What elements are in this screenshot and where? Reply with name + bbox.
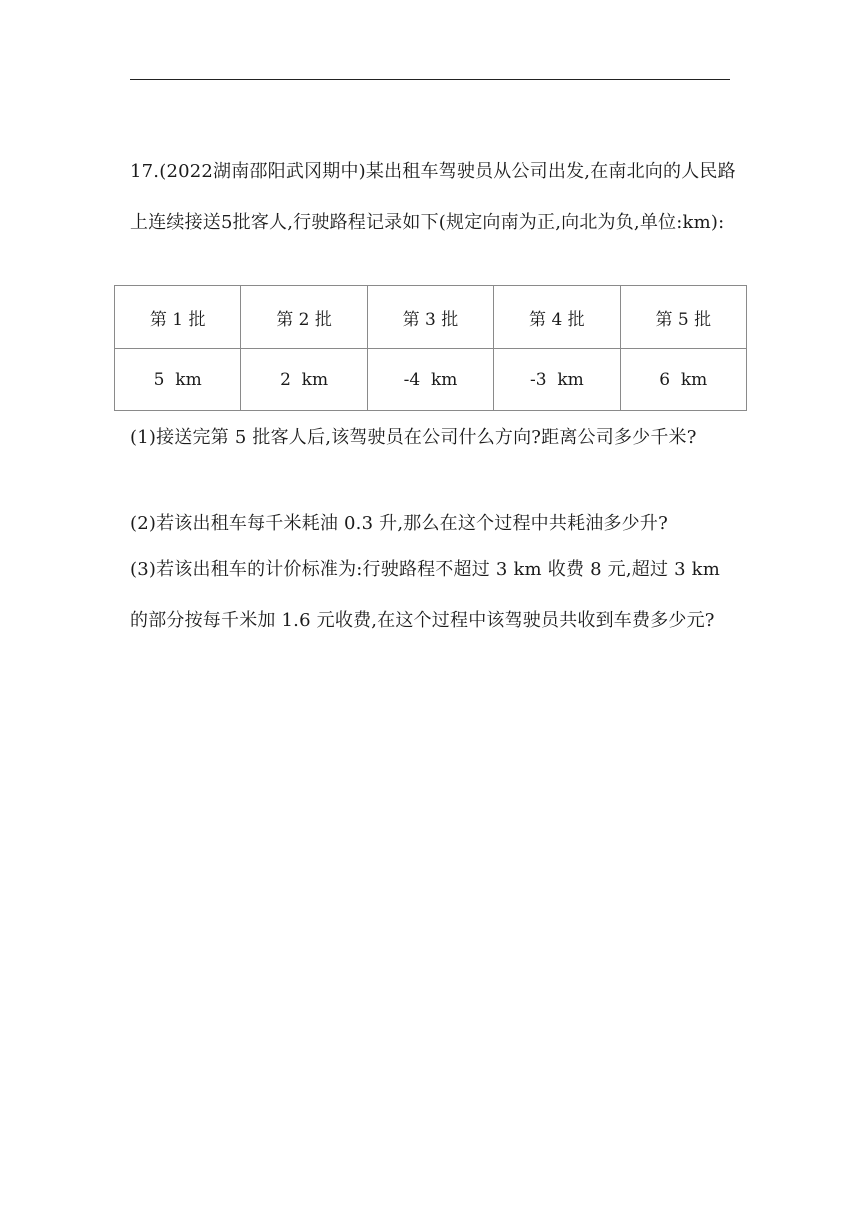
table-header-cell: 第 4 批 [494, 286, 620, 349]
header-rule [130, 79, 730, 80]
sub-question-3: (3)若该出租车的计价标准为:行驶路程不超过 3 km 收费 8 元,超过 3 km 的部分按每千米加 1.6 元收费,在这个过程中该驾驶员共收到车费多少元? [130, 559, 721, 631]
table-value-cell: 6 km [620, 349, 746, 411]
sub-question-2: (2)若该出租车每千米耗油 0.3 升,那么在这个过程中共耗油多少升? [130, 513, 668, 534]
table-row [115, 349, 747, 411]
table-header-cell: 第 5 批 [620, 286, 746, 349]
table-value-cell: -4 km [367, 349, 493, 411]
table-header-cell: 第 1 批 [115, 286, 241, 349]
table-header-cell: 第 2 批 [241, 286, 367, 349]
table-header-row [115, 286, 747, 349]
table-value-cell: -3 km [494, 349, 620, 411]
question-intro: 17.(2022湖南邵阳武冈期中)某出租车驾驶员从公司出发,在南北向的人民路上连续接送5批客人,行驶路程记录如下(规定向南为正,向北为负,单位:km): [130, 161, 736, 233]
distance-table [114, 285, 747, 411]
table-value-cell: 5 km [115, 349, 241, 411]
table-value-cell: 2 km [241, 349, 367, 411]
table-header-cell: 第 3 批 [367, 286, 493, 349]
sub-question-1: (1)接送完第 5 批客人后,该驾驶员在公司什么方向?距离公司多少千米? [130, 427, 697, 448]
